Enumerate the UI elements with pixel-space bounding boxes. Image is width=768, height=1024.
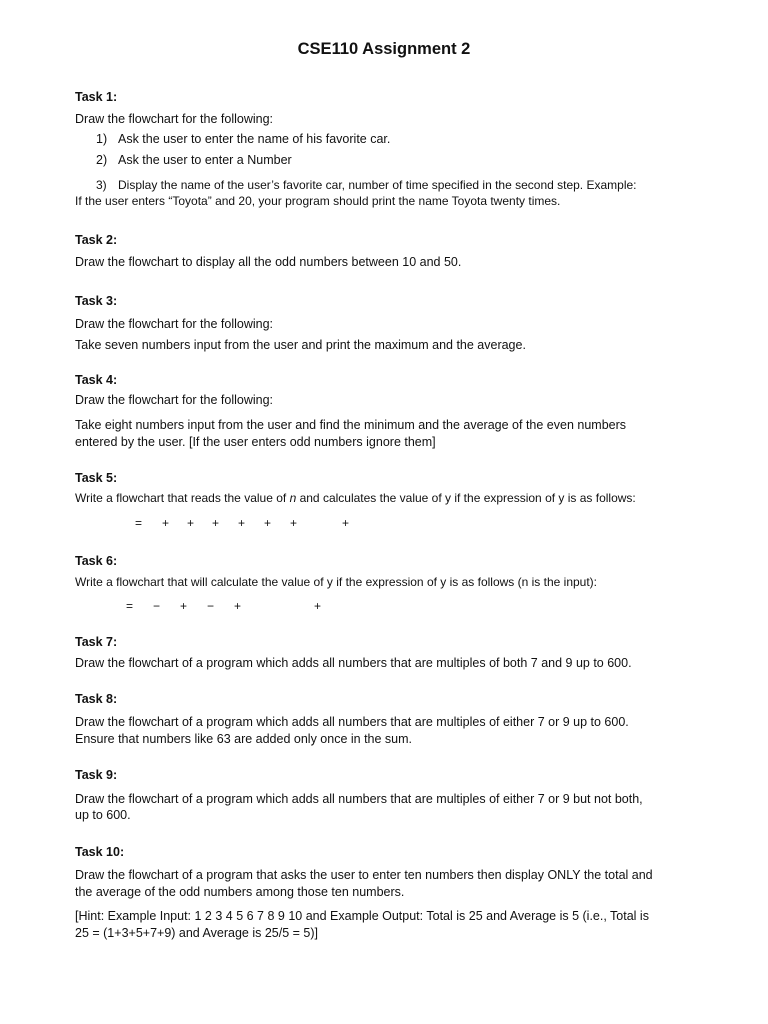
task-6-heading: Task 6: [75, 554, 118, 568]
minus-symbol: − [153, 599, 161, 613]
task-5-line-1 [75, 490, 636, 506]
task-2-heading: Task 2: [75, 233, 118, 247]
plus-symbol: + [290, 516, 298, 530]
variable-n: n [289, 491, 297, 505]
task-3-heading: Task 3: [75, 294, 118, 308]
task-10-heading: Task 10: [75, 845, 125, 859]
equals-symbol: = [126, 599, 134, 613]
list-item-text: Ask the user to enter the name of his favorite car. [118, 132, 391, 146]
task-1-item-3 [96, 177, 637, 193]
task-10-hint-line-1: [Hint: Example Input: 1 2 3 4 5 6 7 8 9 10 and Example Output: Total is 25 and Average is 5 (i.e., Total is [75, 909, 649, 923]
task-2-line-1: Draw the flowchart to display all the odd numbers between 10 and 50. [75, 255, 462, 269]
task-6-line-1: Write a flowchart that will calculate the value of y if the expression of y is as follows (n is the input): [75, 575, 598, 589]
task-7-line-1: Draw the flowchart of a program which adds all numbers that are multiples of both 7 and 9 up to 600. [75, 656, 632, 670]
list-item-text: Ask the user to enter a Number [118, 153, 292, 167]
plus-symbol: + [238, 516, 246, 530]
equals-symbol: = [135, 516, 143, 530]
task-4-line-1: Draw the flowchart for the following: [75, 393, 274, 407]
list-number: 3) [96, 178, 107, 192]
task-8-line-1: Draw the flowchart of a program which adds all numbers that are multiples of either 7 or 9 up to 600. [75, 715, 629, 729]
plus-symbol: + [342, 516, 350, 530]
page-title: CSE110 Assignment 2 [297, 40, 471, 58]
plus-symbol: + [162, 516, 170, 530]
task-9-line-2: up to 600. [75, 808, 131, 822]
task-10-hint-line-2: 25 = (1+3+5+7+9) and Average is 25/5 = 5)] [75, 926, 319, 940]
task-5-expression [0, 515, 768, 531]
task-1-intro: Draw the flowchart for the following: [75, 112, 274, 126]
task-1-item-2 [96, 152, 292, 168]
minus-symbol: − [207, 599, 215, 613]
task-5-heading: Task 5: [75, 471, 118, 485]
plus-symbol: + [314, 599, 322, 613]
task-8-heading: Task 8: [75, 692, 118, 706]
plus-symbol: + [234, 599, 242, 613]
task-3-line-2: Take seven numbers input from the user and print the maximum and the average. [75, 338, 526, 352]
task-1-item-1 [96, 131, 390, 147]
text-segment: Write a flowchart that reads the value of [75, 491, 290, 505]
list-item-text: Display the name of the user’s favorite car, number of time specified in the second step. Example: [118, 178, 637, 192]
plus-symbol: + [187, 516, 195, 530]
task-8-line-2: Ensure that numbers like 63 are added only once in the sum. [75, 732, 413, 746]
text-segment: and calculates the value of y if the expression of y is as follows: [296, 491, 636, 505]
task-6-expression [0, 598, 768, 614]
task-7-heading: Task 7: [75, 635, 118, 649]
task-9-line-1: Draw the flowchart of a program which adds all numbers that are multiples of either 7 or 9 but not both, [75, 792, 643, 806]
task-1-example: If the user enters “Toyota” and 20, your program should print the name Toyota twenty times. [75, 194, 561, 208]
task-10-line-1: Draw the flowchart of a program that asks the user to enter ten numbers then display ONLY the total and [75, 868, 653, 882]
task-10-line-2: the average of the odd numbers among those ten numbers. [75, 885, 405, 899]
list-number: 2) [96, 153, 108, 167]
task-3-line-1: Draw the flowchart for the following: [75, 317, 274, 331]
plus-symbol: + [212, 516, 220, 530]
task-1-heading: Task 1: [75, 90, 118, 104]
task-9-heading: Task 9: [75, 768, 118, 782]
list-number: 1) [96, 132, 108, 146]
task-4-heading: Task 4: [75, 373, 118, 387]
plus-symbol: + [180, 599, 188, 613]
task-4-line-2: Take eight numbers input from the user and find the minimum and the average of the even numbers [75, 418, 627, 432]
plus-symbol: + [264, 516, 272, 530]
task-4-line-3: entered by the user. [If the user enters odd numbers ignore them] [75, 435, 436, 449]
